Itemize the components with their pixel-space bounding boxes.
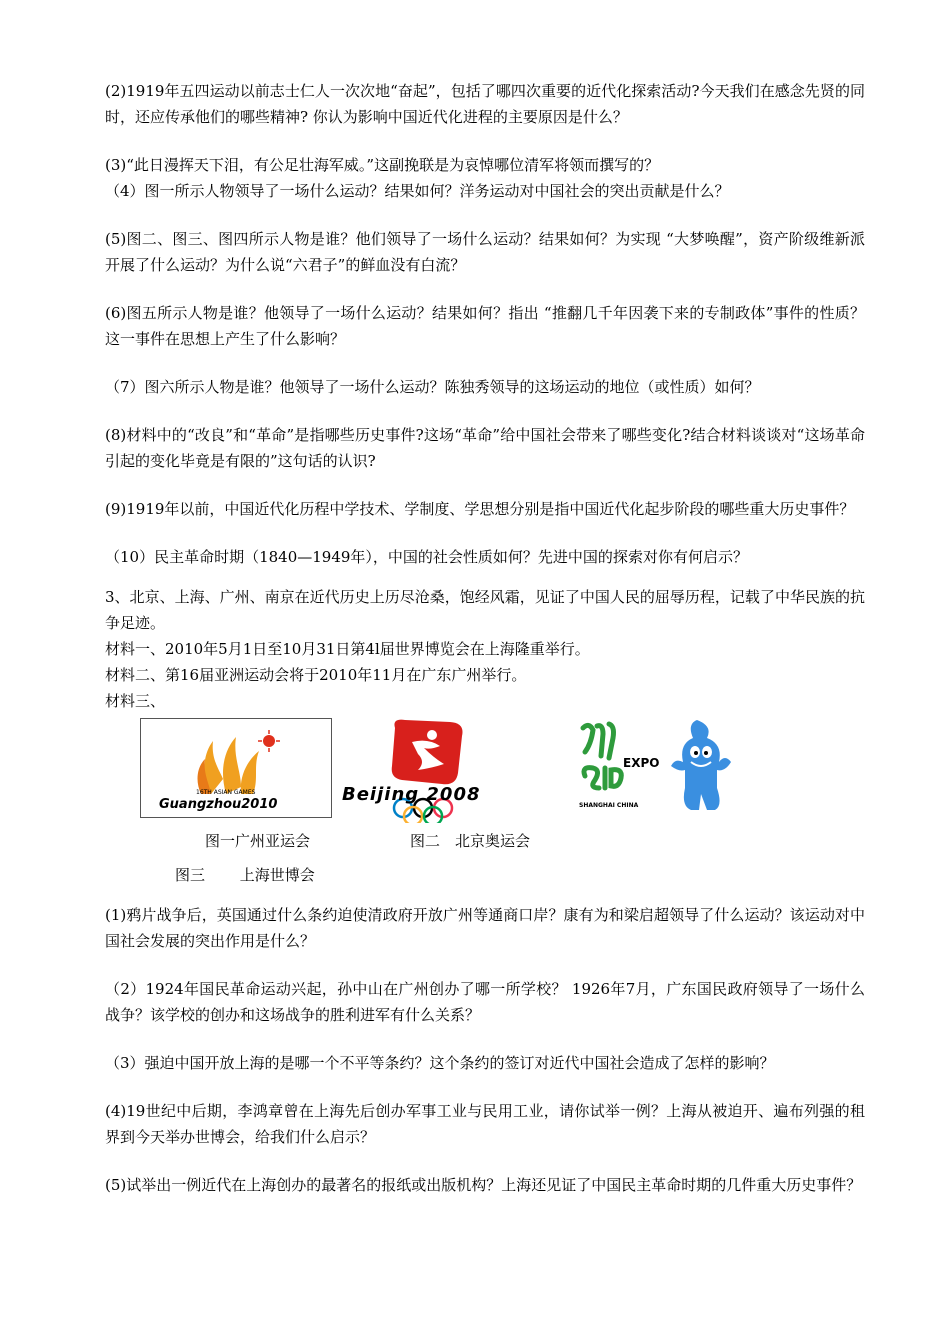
expo-wordmark: EXPO bbox=[623, 756, 660, 770]
guangzhou-asian-games-logo bbox=[140, 718, 332, 818]
question-3-4: (4)19世纪中后期，李鸿章曾在上海先后创办军事工业与民用工业，请你试举一例？上海从被迫开、遍布列强的租界到今天举办世博会，给我们什么启示？ bbox=[105, 1102, 865, 1146]
asian-games-small-text: 16TH ASIAN GAMES bbox=[196, 789, 256, 796]
question-3-3: （3）强迫中国开放上海的是哪一个不平等条约？这个条约的签订对近代中国社会造成了怎样的影响？ bbox=[105, 1054, 775, 1072]
shanghai-expo-logo bbox=[575, 718, 750, 823]
question-2-2: (2)1919年五四运动以前志士仁人一次次地“奋起”，包括了哪四次重要的近代化探索活动?今天我们在感念先贤的同时，还应传承他们的哪些精神? 你认为影响中国近代化进程的主要原因是什么？ bbox=[105, 82, 865, 126]
question-2-3: (3)“此日漫挥天下泪，有公足壮海军威。”这副挽联是为哀悼哪位清军将领而撰写的？ bbox=[105, 156, 660, 174]
question-2-9: (9)1919年以前，中国近代化历程中学技术、学制度、学思想分别是指中国近代化起步阶段的哪些重大历史事件？ bbox=[105, 500, 855, 518]
logos-row bbox=[105, 718, 865, 828]
dancing-beijing-icon bbox=[340, 718, 525, 823]
document-page bbox=[105, 78, 865, 1198]
material-2: 材料二、第16届亚洲运动会将于2010年11月在广东广州举行。 bbox=[105, 666, 527, 684]
beijing-olympics-logo bbox=[340, 718, 525, 823]
material-3-label: 材料三、 bbox=[105, 692, 166, 710]
question-2-7: （7）图六所示人物是谁？他领导了一场什么运动？陈独秀领导的这场运动的地位（或性质）如何？ bbox=[105, 378, 760, 396]
question-3-5: (5)试举出一例近代在上海创办的最著名的报纸或出版机构？上海还见证了中国民主革命时期的几件重大历史事件？ bbox=[105, 1176, 862, 1194]
question-3-1: (1)鸦片战争后，英国通过什么条约迫使清政府开放广州等通商口岸？康有为和梁启超领导了什么运动？该运动对中国社会发展的突出作用是什么？ bbox=[105, 906, 865, 950]
section-3-intro: 3、北京、上海、广州、南京在近代历史上历尽沧桑，饱经风霜，见证了中国人民的屈辱历程，记载了中华民族的抗争足迹。 bbox=[105, 588, 865, 632]
question-2-10: （10）民主革命时期（1840—1949年），中国的社会性质如何？先进中国的探索对你有何启示？ bbox=[105, 548, 748, 566]
caption-shanghai-number: 图三 bbox=[175, 866, 206, 884]
question-2-8: (8)材料中的“改良”和“革命”是指哪些历史事件?这场“革命”给中国社会带来了哪些变化?结合材料谈谈对“这场革命引起的变化毕竟是有限的”这句话的认识? bbox=[105, 426, 865, 470]
question-2-6: (6)图五所示人物是谁？他领导了一场什么运动？结果如何？指出 “推翻几千年因袭下来的专制政体”事件的性质？这一事件在思想上产生了什么影响？ bbox=[105, 304, 865, 348]
material-1: 材料一、2010年5月1日至10月31日第4l届世界博览会在上海隆重举行。 bbox=[105, 640, 590, 658]
logo-captions bbox=[105, 828, 865, 856]
caption-guangzhou: 图一广州亚运会 bbox=[205, 832, 311, 850]
question-2-5: (5)图二、图三、图四所示人物是谁？他们领导了一场什么运动？结果如何？为实现 “大梦唤醒”，资产阶级维新派开展了什么运动？为什么说“六君子”的鲜血没有白流？ bbox=[105, 230, 865, 274]
shanghai-china-text: SHANGHAI CHINA bbox=[579, 802, 639, 809]
guangzhou-wordmark: Guangzhou2010 bbox=[159, 797, 278, 812]
caption-shanghai-row bbox=[175, 862, 865, 888]
beijing-wordmark: Beijing 2008 bbox=[342, 784, 481, 805]
caption-beijing: 图二 北京奥运会 bbox=[410, 832, 531, 850]
caption-shanghai-title: 上海世博会 bbox=[239, 866, 315, 884]
question-3-2: （2）1924年国民革命运动兴起，孙中山在广州创办了哪一所学校？ 1926年7月，广东国民政府领导了一场什么战争？该学校的创办和这场战争的胜利进军有什么关系？ bbox=[105, 980, 865, 1024]
question-2-4: （4）图一所示人物领导了一场什么运动？结果如何？洋务运动对中国社会的突出贡献是什么？ bbox=[105, 182, 730, 200]
